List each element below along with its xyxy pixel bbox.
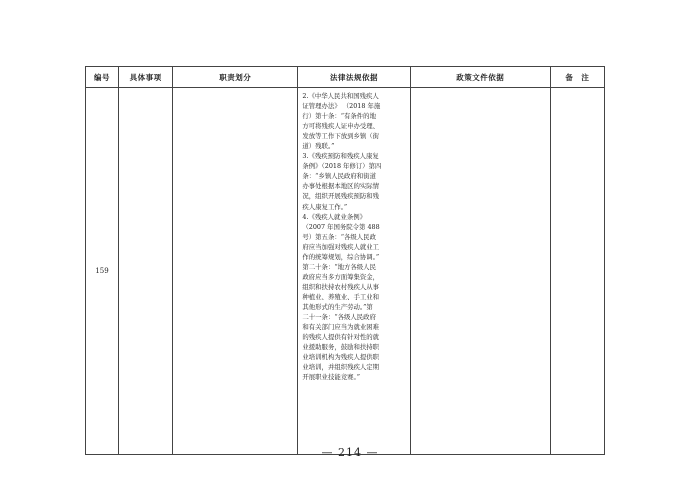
row-duty	[173, 88, 298, 455]
header-law: 法律法规依据	[298, 67, 410, 88]
law-line: 开展职业技能竞赛。”	[302, 373, 360, 382]
law-line: 作的统筹规划，综合协调。”	[302, 252, 380, 261]
law-line: 办事处根据本地区的实际情	[302, 182, 380, 191]
law-line: 业培训，并组织残疾人定期	[302, 363, 380, 372]
law-line: 其他形式的生产劳动。”第	[302, 302, 373, 311]
law-line: 种植业、养殖业、手工业和	[302, 292, 380, 301]
header-note: 备 注	[550, 67, 604, 88]
header-item: 具体事项	[119, 67, 173, 88]
law-line: 业培训机构为残疾人提供职	[302, 353, 380, 362]
responsibility-table	[85, 66, 605, 455]
law-line: 发放等工作下放到乡镇（街	[302, 132, 380, 141]
law-line: 疾人康复工作。”	[302, 202, 348, 211]
law-line: 组织和扶持农村残疾人从事	[302, 282, 380, 291]
row-law	[298, 88, 410, 455]
law-line: 况，组织开展残疾预防和残	[302, 192, 380, 201]
row-number: 159	[86, 88, 119, 455]
header-policy: 政策文件依据	[410, 67, 550, 88]
law-line: 4.《残疾人就业条例》	[302, 212, 367, 221]
law-line: 二十一条：“各级人民政府	[302, 313, 376, 322]
law-line: 2.《中华人民共和国残疾人	[302, 92, 379, 100]
law-line: 道）残联。”	[302, 142, 335, 151]
law-line: 府应当加强对残疾人就业工	[302, 242, 380, 251]
row-policy	[410, 88, 550, 455]
law-line: 行）第十条：“有条件的地	[302, 112, 376, 121]
law-line: 方可将残疾人证申办受理、	[302, 122, 380, 131]
law-line: 第二十条：“地方各级人民	[302, 262, 376, 271]
table-header-row	[86, 67, 605, 88]
row-item	[119, 88, 173, 455]
header-duty: 职责划分	[173, 67, 298, 88]
law-line: 证管理办法》 （2018 年施	[302, 102, 381, 111]
page-number: — 214 —	[321, 446, 379, 459]
row-note	[550, 88, 604, 455]
law-line: 政府应当多方面筹集资金，	[302, 272, 380, 281]
law-line: （2007 年国务院令第 488	[302, 222, 380, 231]
law-line: 3.《残疾预防和残疾人康复	[302, 152, 379, 161]
law-line: 的残疾人提供有针对性的就	[302, 333, 380, 342]
header-number: 编号	[86, 67, 119, 88]
law-line: 条例》（2018 年修订）第四	[302, 162, 382, 171]
law-text-block	[298, 88, 409, 382]
law-line: 和有关部门应当为就业困难	[302, 323, 380, 332]
table-row	[86, 88, 605, 455]
law-line: 条：“乡镇人民政府和街道	[302, 172, 376, 181]
law-line: 号）第五条：“各级人民政	[302, 232, 376, 241]
law-line: 业援助服务，鼓励和扶持职	[302, 343, 380, 352]
